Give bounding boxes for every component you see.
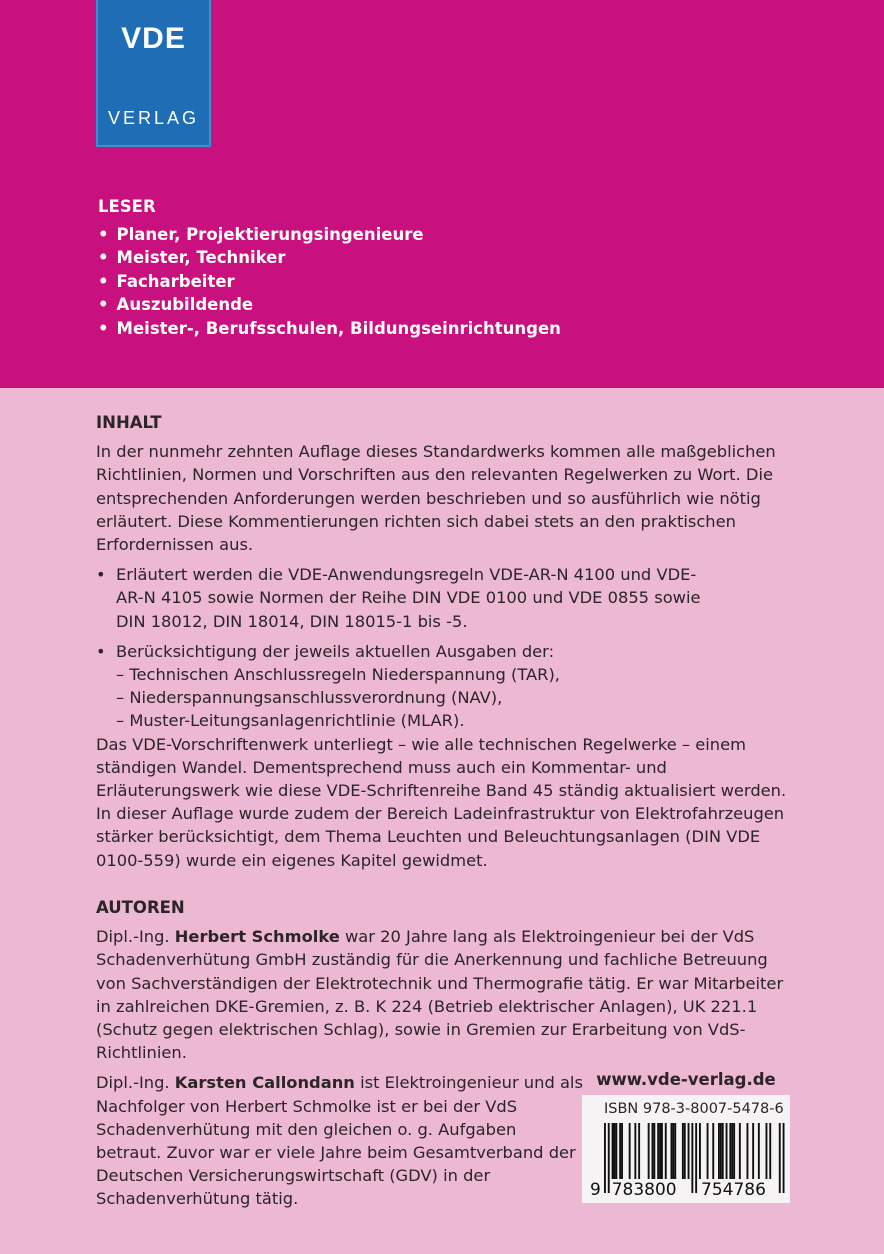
- barcode-bar: [769, 1123, 771, 1179]
- barcode-digits: 9: [590, 1180, 601, 1200]
- barcode-bar: [684, 1123, 686, 1179]
- barcode-bar: [712, 1123, 714, 1179]
- barcode-bar: [726, 1123, 728, 1179]
- leser-item: • Facharbeiter: [98, 270, 561, 294]
- author-1-name: Herbert Schmolke: [174, 927, 340, 947]
- barcode-bar: [766, 1123, 768, 1179]
- barcode-bar: [691, 1123, 693, 1193]
- isbn-text: ISBN 978-3-8007-5478-6: [604, 1101, 784, 1117]
- isbn-barcode: [582, 1095, 790, 1203]
- barcode-digits: 783800: [611, 1180, 677, 1200]
- leser-item: • Auszubildende: [98, 293, 561, 317]
- barcode-bar: [638, 1123, 640, 1179]
- barcode-bar: [659, 1123, 661, 1179]
- barcode-bar: [652, 1123, 654, 1179]
- barcode-bar: [722, 1123, 724, 1179]
- barcode-bar: [614, 1123, 616, 1179]
- barcode-bar: [779, 1123, 781, 1193]
- barcode-bar: [657, 1123, 659, 1179]
- barcode-bar: [674, 1123, 676, 1179]
- leser-title: LESER: [98, 197, 156, 216]
- barcode-bar: [634, 1123, 636, 1179]
- autoren-title: AUTOREN: [96, 898, 185, 917]
- barcode-bar: [629, 1123, 631, 1179]
- inhalt-title: INHALT: [96, 413, 162, 432]
- bullet-item: • Berücksichtigung der jeweils aktuellen Ausgaben der:: [96, 641, 555, 661]
- barcode-bar: [718, 1123, 720, 1179]
- barcode-bar: [752, 1123, 754, 1179]
- logo-verlag: VERLAG: [107, 108, 200, 128]
- barcode-bar: [661, 1123, 663, 1179]
- barcode-bar: [739, 1123, 741, 1179]
- logo-vde: VDE: [121, 22, 186, 55]
- author-2-bio: Dipl.-Ing. Karsten Callondann ist Elektroingenieur und als Nachfolger von Herbert Schmolke ist er bei der VdS Schadenverhütung mit den gleichen o. g. Aufgaben betraut. Zuvor war er viele Jahre beim Gesamtverband der Deutschen Versicherungswirtschaft (GDV) in der Schadenverhütung tätig.: [96, 1073, 583, 1209]
- barcode-bar: [648, 1123, 650, 1179]
- dash-item: – Technischen Anschlussregeln Niederspannung (TAR),: [116, 665, 560, 685]
- barcode-bar: [733, 1123, 735, 1179]
- author-2-name: Karsten Callondann: [174, 1073, 355, 1093]
- inhalt-intro: In der nunmehr zehnten Auflage dieses Standardwerks kommen alle maßgeblichen Richtlinien, Normen und Vorschriften aus den relevanten Regelwerken zu Wort. Die entsprechenden Anforderungen werden beschrieben und so ausführlich wie nötig erläutert. Diese Kommentierungen richten sich dabei stets an den praktischen Erfordernissen aus.: [96, 442, 776, 555]
- vde-verlag-logo: [96, 0, 211, 147]
- magenta-header: [0, 0, 884, 388]
- barcode-bar: [729, 1123, 731, 1179]
- barcode-bar: [671, 1123, 673, 1179]
- barcode-digits: 754786: [701, 1180, 766, 1200]
- barcode-bar: [621, 1123, 623, 1179]
- barcode-bar: [695, 1123, 697, 1193]
- website-url: www.vde-verlag.de: [596, 1070, 776, 1089]
- bullet-item: • Erläutert werden die VDE-Anwendungsregeln VDE-AR-N 4100 und VDE-AR-N 4105 sowie Normen der Reihe DIN VDE 0100 und VDE 0855 sowie DIN 18012, DIN 18014, DIN 18015-1 bis -5.: [96, 565, 701, 631]
- leser-section: [98, 195, 561, 340]
- barcode-bar: [615, 1123, 617, 1179]
- barcode-bar: [758, 1123, 760, 1179]
- barcode-bar: [619, 1123, 621, 1179]
- barcode-bar: [688, 1123, 690, 1179]
- barcode-bar: [672, 1123, 674, 1179]
- barcode-bar: [747, 1123, 749, 1179]
- dash-item: – Niederspannungsanschlussverordnung (NAV),: [116, 688, 503, 708]
- leser-item: • Meister, Techniker: [98, 246, 561, 270]
- barcode-bar: [731, 1123, 733, 1179]
- leser-item: • Meister-, Berufsschulen, Bildungseinrichtungen: [98, 317, 561, 341]
- leser-item: • Planer, Projektierungsingenieure: [98, 223, 561, 247]
- author-1-bio: Dipl.-Ing. Herbert Schmolke war 20 Jahre lang als Elektroingenieur bei der VdS Schadenverhütung GmbH zuständig für die Anerkennung und fachliche Betreuung von Sachverständigen der Elektrotechnik und Thermografie tätig. Er war Mitarbeiter in zahlreichen DKE-Gremien, z. B. K 224 (Betrieb elektrischer Anlagen), UK 221.1 (Schutz gegen elektrischen Schlag), sowie in Gremien zur Erarbeitung von VdS-Richtlinien.: [96, 927, 784, 1063]
- barcode-bar: [699, 1123, 701, 1179]
- barcode-bar: [783, 1123, 785, 1193]
- inhalt-section: [96, 411, 796, 879]
- barcode-bar: [707, 1123, 709, 1179]
- inhalt-outro: Das VDE-Vorschriftenwerk unterliegt – wie alle technischen Regelwerke – einem ständigen Wandel. Dementsprechend muss auch ein Kommentar- und Erläuterungswerk wie diese VDE-Schriftenreihe Band 45 ständig aktualisiert werden. In dieser Auflage wurde zudem der Bereich Ladeinfrastruktur von Elektrofahrzeugen stärker berücksichtigt, dem Thema Leuchten und Beleuchtungsanlagen (DIN VDE 0100-559) wurde ein eigenes Kapitel gewidmet.: [96, 734, 787, 870]
- barcode-bar: [653, 1123, 655, 1179]
- barcode-bar: [720, 1123, 722, 1179]
- barcode-bar: [608, 1123, 610, 1193]
- barcode-bar: [612, 1123, 614, 1179]
- barcode-bar: [682, 1123, 684, 1179]
- barcode-bar: [665, 1123, 667, 1179]
- dash-item: – Muster-Leitungsanlagenrichtlinie (MLAR).: [116, 711, 465, 731]
- barcode-bar: [604, 1123, 606, 1193]
